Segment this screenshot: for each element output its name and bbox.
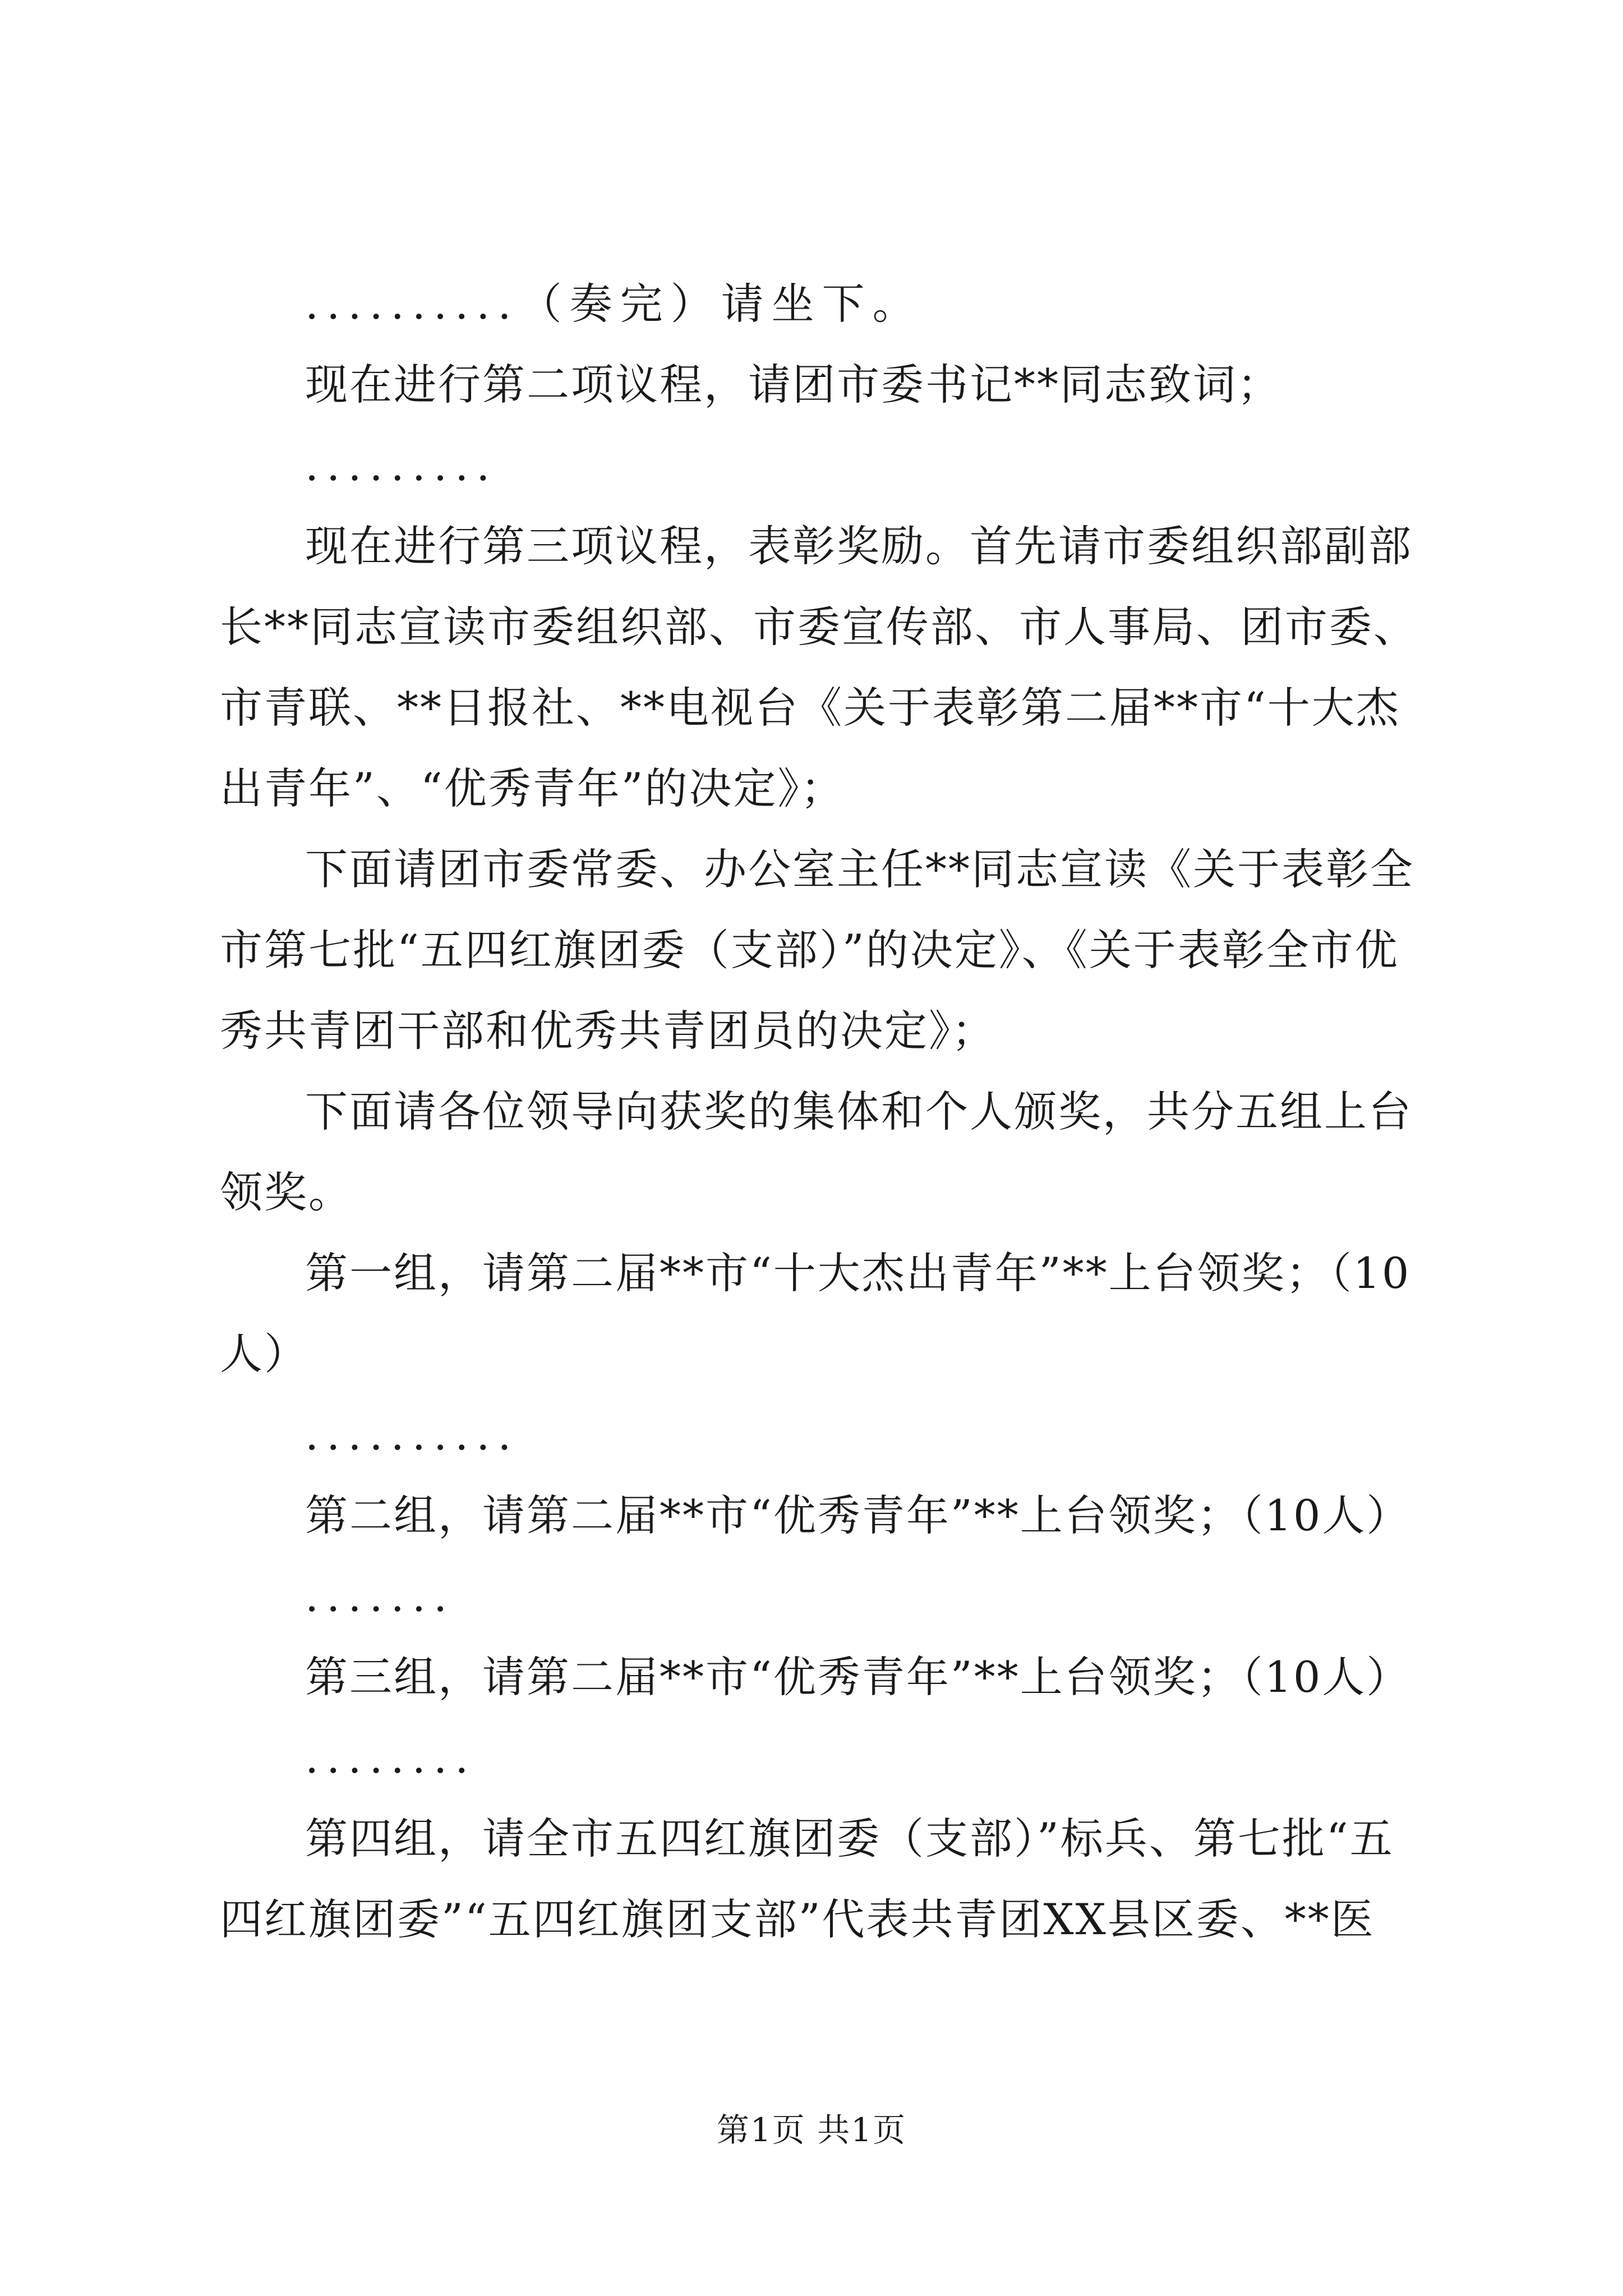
paragraph-agenda-2: 现在进行第二项议程，请团市委书记**同志致词；	[305, 360, 1281, 409]
paragraph-group-4: 第四组，请全市五四红旗团委（支部）”标兵、第七批“五四红旗团委”“五四红旗团支部”代表共青团XX县区委、**医	[220, 1814, 1394, 1944]
page-number-footer: 第1页 共1页	[716, 2111, 907, 2149]
paragraph-ellipsis-3: ..........	[305, 1410, 519, 1460]
paragraph-group-1: 第一组，请第二届**市“十大杰出青年”**上台领奖；（10人）	[220, 1248, 1411, 1379]
document-body	[220, 264, 1426, 1960]
paragraph-group-3: 第三组，请第二届**市“优秀青年”**上台领奖；（10人）	[305, 1652, 1411, 1702]
paragraph-agenda-3: 现在进行第三项议程，表彰奖励。首先请市委组织部副部长**同志宣读市委组织部、市委宣传部、市人事局、团市委、市青联、**日报社、**电视台《关于表彰第二届**市“十大杰出青年”、“优秀青年”的决定》；	[220, 521, 1418, 813]
paragraph-ellipsis-2: .........	[305, 440, 498, 490]
paragraph-award-intro: 下面请各位领导向获奖的集体和个人颁奖，共分五组上台领奖。	[220, 1087, 1413, 1217]
paragraph-decision-reading: 下面请团市委常委、办公室主任**同志宣读《关于表彰全市第七批“五四红旗团委（支部）”的决定》、《关于表彰全市优秀共青团干部和优秀共青团员的决定》；	[220, 844, 1414, 1056]
paragraph-ellipsis-1: ..........（奏完）请坐下。	[305, 279, 923, 329]
paragraph-ellipsis-5: ........	[305, 1733, 477, 1783]
paragraph-group-2: 第二组，请第二届**市“优秀青年”**上台领奖；（10人）	[305, 1490, 1411, 1540]
paragraph-ellipsis-4: .......	[305, 1571, 455, 1621]
